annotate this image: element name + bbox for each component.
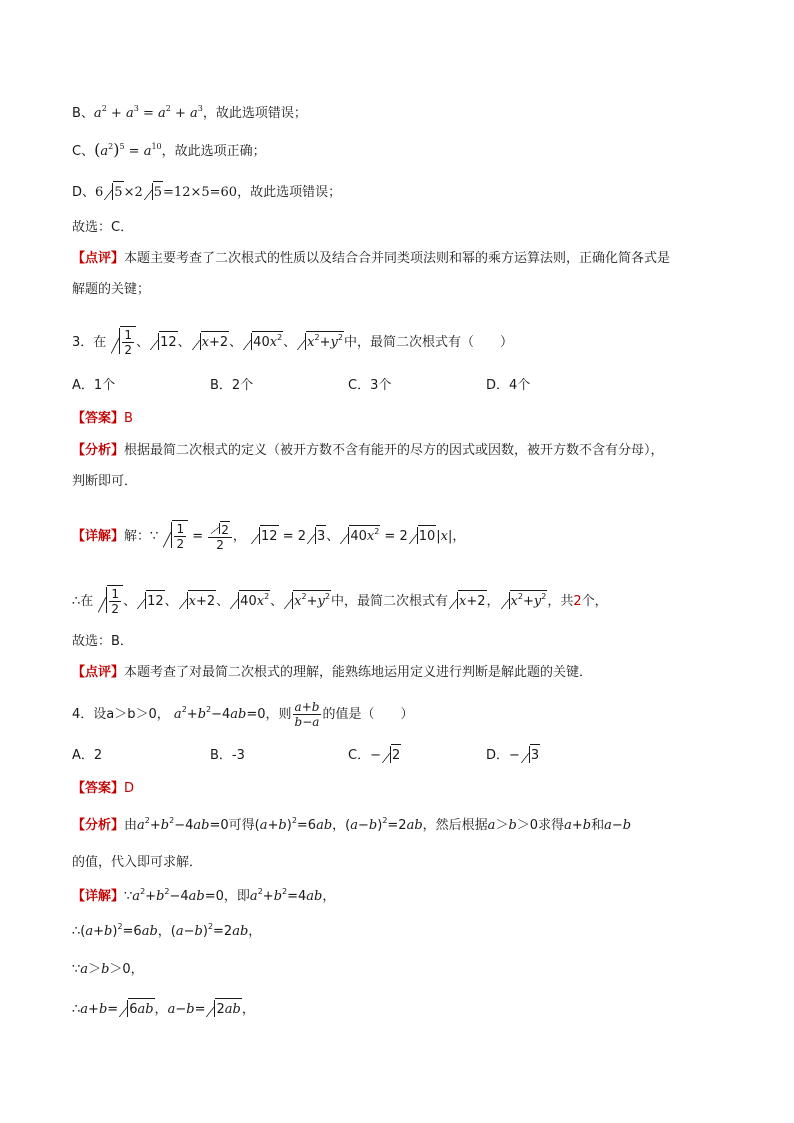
answer-tag: 【答案】 xyxy=(72,411,125,426)
q2-comment-cont: 解题的关键； xyxy=(72,282,151,297)
option-d-text: ，故此选项错误； xyxy=(237,185,342,200)
q3-stem: 3．在 $\frac{1}{2}$ 、 12、 x+2、 $40x^2$、 $x^2+y^2$中，最简二次根式有（ ） xyxy=(72,328,513,357)
q2-comment: 本题主要考查了二次根式的性质以及结合合并同类项法则和幂的乘方运算法则，正确化简各式是 xyxy=(124,251,671,266)
option-c-text: ，故此选项正确； xyxy=(161,144,266,159)
q3-answer-line xyxy=(72,409,133,429)
q4-answer: D xyxy=(124,781,135,796)
q4-option-b: B．-3 xyxy=(210,748,245,763)
option-c-line: C、$(a^2)^5 = a^{10}$，故此选项正确； xyxy=(72,140,266,159)
q4-option-a: A．2 xyxy=(72,748,103,763)
q4-because-line: ∵a＞b＞0， xyxy=(72,962,144,977)
q3-analysis-cont: 判断即可． xyxy=(72,474,138,489)
q3-count: 2 xyxy=(573,594,582,609)
q3-count-unit: 个， xyxy=(581,594,608,609)
option-b-line: B、$a^2 + a^3 = a^2 + a^3$，故此选项错误； xyxy=(72,104,307,121)
q3-options xyxy=(72,376,530,396)
q4-options xyxy=(72,744,540,766)
q3-option-c: C．3个 xyxy=(348,378,392,393)
q3-therefore-end: ，共 xyxy=(547,594,574,609)
analysis-tag: 【分析】 xyxy=(72,818,125,833)
q4-suffix: 的值是（ ） xyxy=(322,707,414,722)
detail-tag: 【详解】 xyxy=(72,889,125,904)
q4-analysis-cont: 的值，代入即可求解． xyxy=(72,855,203,870)
q3-detail-line: 【详解】解：∵ $\frac{1}{2}$ = $\frac{2}{2}$ ， 12 = 2 3、 $40x^2 = 2$ 10|x|， xyxy=(72,522,466,552)
option-b-text: ，故此选项错误； xyxy=(202,106,307,121)
answer-tag: 【答案】 xyxy=(72,781,125,796)
q4-cond: a＞b＞0， xyxy=(106,707,170,722)
q3-therefore-prefix: ∴在 xyxy=(72,594,94,609)
q4-option-d: D．− 3 xyxy=(486,744,540,766)
q3-option-d: D．4个 xyxy=(486,378,531,393)
q3-therefore-mid: 中，最简二次根式有 xyxy=(330,594,448,609)
q4-therefore2-line: ∴a+b= 6ab，a−b= 2ab， xyxy=(72,998,255,1020)
q4-analysis-line: 【分析】由$a^2+b^2-4ab=0$可得$(a+b)^2=6ab$，$(a-b)^2=2ab$，然后根据a＞b＞0求得a+b和a−b xyxy=(72,816,632,833)
q4-therefore-line: $\therefore(a+b)^2=6ab$，$(a-b)^2=2ab$， xyxy=(72,922,262,939)
q3-comment-line xyxy=(72,663,592,683)
q3-prefix: 3．在 xyxy=(72,335,107,350)
q4-mid: ，则 xyxy=(265,707,292,722)
q3-answer: B xyxy=(124,411,133,426)
q4-detail-line: 【详解】$\because a^2+b^2-4ab=0$，即$a^2+b^2=4ab$， xyxy=(72,887,336,904)
comment-tag: 【点评】 xyxy=(72,251,125,266)
q3-comment: 本题考查了对最简二次根式的理解，能熟练地运用定义进行判断是解此题的关键． xyxy=(124,665,593,680)
option-d-line: D、6 5×2 5=12×5=60，故此选项错误； xyxy=(72,181,341,203)
q4-prefix: 4．设 xyxy=(72,707,107,722)
q4-stem: 4．设a＞b＞0， $a^2+b^2-4ab=0$，则 $\frac{a+b}{b-a}$ 的值是（ ） xyxy=(72,700,414,729)
q3-suffix: 中，最简二次根式有（ ） xyxy=(343,335,513,350)
detail-tag: 【详解】 xyxy=(72,529,125,544)
q3-analysis-line xyxy=(72,441,664,461)
q3-option-b: B．2个 xyxy=(210,378,254,393)
comment-tag: 【点评】 xyxy=(72,665,125,680)
q3-detail-prefix: 解：∵ xyxy=(124,529,159,544)
q3-therefore-line: ∴在 $\frac{1}{2}$ 、 12、 x+2、 $40x^2$、 $x^2+y^2$中，最简二次根式有 x+2， $x^2+y^2$，共2个， xyxy=(72,587,608,616)
q2-comment-line xyxy=(72,249,670,269)
q4-answer-line xyxy=(72,779,134,799)
q3-choice: 故选：B． xyxy=(72,634,133,649)
analysis-tag: 【分析】 xyxy=(72,443,125,458)
q4-option-c: C．− 2 xyxy=(348,744,486,766)
q3-analysis: 根据最简二次根式的定义（被开方数不含有能开的尽方的因式或因数，被开方数不含有分母）， xyxy=(124,443,664,458)
q3-option-a: A．1个 xyxy=(72,378,116,393)
q2-choice: 故选：C． xyxy=(72,220,134,235)
